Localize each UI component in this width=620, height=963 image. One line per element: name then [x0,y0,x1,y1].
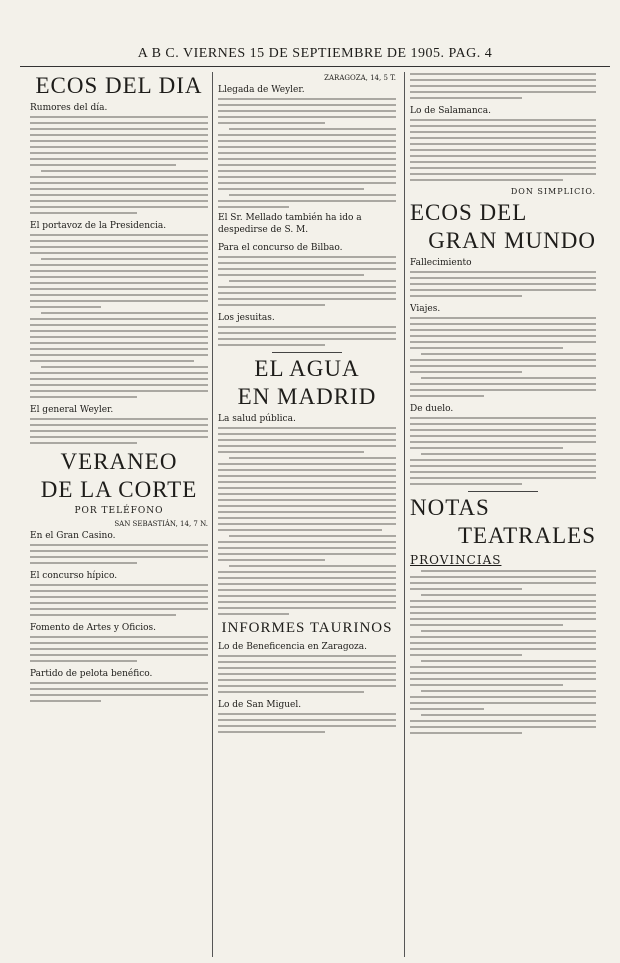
article-beneficencia [218,641,396,693]
subsection-provincias: PROVINCIAS [410,552,502,567]
signature: DON SIMPLICIO. [510,187,596,196]
paragraph-lead: La salud pública. [218,414,296,425]
section-title-informes-taurinos: INFORMES TAURINOS [221,620,393,637]
article-hipico [30,570,208,616]
article-duelo [410,403,596,485]
section-title-de-la-corte: DE LA CORTE [40,477,198,503]
paragraph-lead: Para el concurso de Bilbao. [218,243,343,253]
dateline: ZARAGOZA, 14, 5 T. [324,74,396,82]
section-title-el-agua: EL AGUA [254,356,360,381]
paragraph-lead: Fallecimiento [410,258,472,269]
page-header [20,44,610,67]
section-title-teatrales: TEATRALES [457,523,596,549]
paragraph-lead: El portavoz de la Presidencia. [30,221,167,232]
section-title-gran-mundo: GRAN MUNDO [428,228,596,254]
column-3 [410,72,596,957]
section-title-ecos-del: ECOS DEL [410,200,528,225]
section-title-ecos-del-dia: ECOS DEL DIA [35,73,203,98]
article-jesuitas [218,312,396,346]
paragraph-lead: En el Gran Casino. [30,531,116,542]
article-weyler [30,404,208,444]
separator [468,491,538,492]
column-2 [218,72,396,957]
paragraph-lead: Lo de San Miguel. [218,700,302,711]
section-title-veraneo: VERANEO [60,449,178,475]
paragraph-lead: Viajes. [410,304,441,315]
article-viajes [410,303,596,397]
paragraph-lead: El general Weyler. [30,405,114,416]
paragraph-lead: Partido de pelota benéfico. [30,669,153,680]
paragraph-lead: Rumores del día. [30,103,108,114]
article-san-miguel [218,699,396,733]
paragraph-lead: El concurso hípico. [30,571,118,582]
paragraph-lead: De duelo. [410,404,454,415]
article-teatro [410,570,596,734]
article-casino [30,530,208,564]
article-portavoz [30,220,208,398]
article-salamanca [410,105,596,181]
paragraph-lead: El Sr. Mellado también ha ido a despedirse de S. M. [218,213,362,235]
separator [272,352,342,353]
section-subtitle: POR TELÉFONO [74,506,164,517]
header-title: A B C. VIERNES 15 DE SEPTIEMBRE DE 1905. PAG. 4 [137,46,493,61]
section-title-notas: NOTAS [410,495,490,521]
paragraph-lead: Los jesuitas. [218,313,275,323]
column-rule [404,72,405,957]
article-fomento [30,622,208,662]
column-1 [30,72,208,957]
article-salud [218,413,396,615]
article-fallecimiento [410,257,596,297]
article-bilbao [218,242,396,306]
paragraph-lead: Fomento de Artes y Oficios. [30,623,157,634]
paragraph-lead: Lo de Beneficencia en Zaragoza. [218,642,367,653]
article-ecos-dia [30,102,208,214]
column-rule [212,72,213,957]
article-pelota [30,668,208,702]
paragraph-lead: Llegada de Weyler. [218,85,305,95]
paragraph-lead: Lo de Salamanca. [410,106,491,116]
section-title-en-madrid: EN MADRID [237,384,377,410]
article-continued [410,73,596,99]
dateline: SAN SEBASTIÁN, 14, 7 N. [114,520,208,529]
article-llegada-weyler [218,84,396,236]
